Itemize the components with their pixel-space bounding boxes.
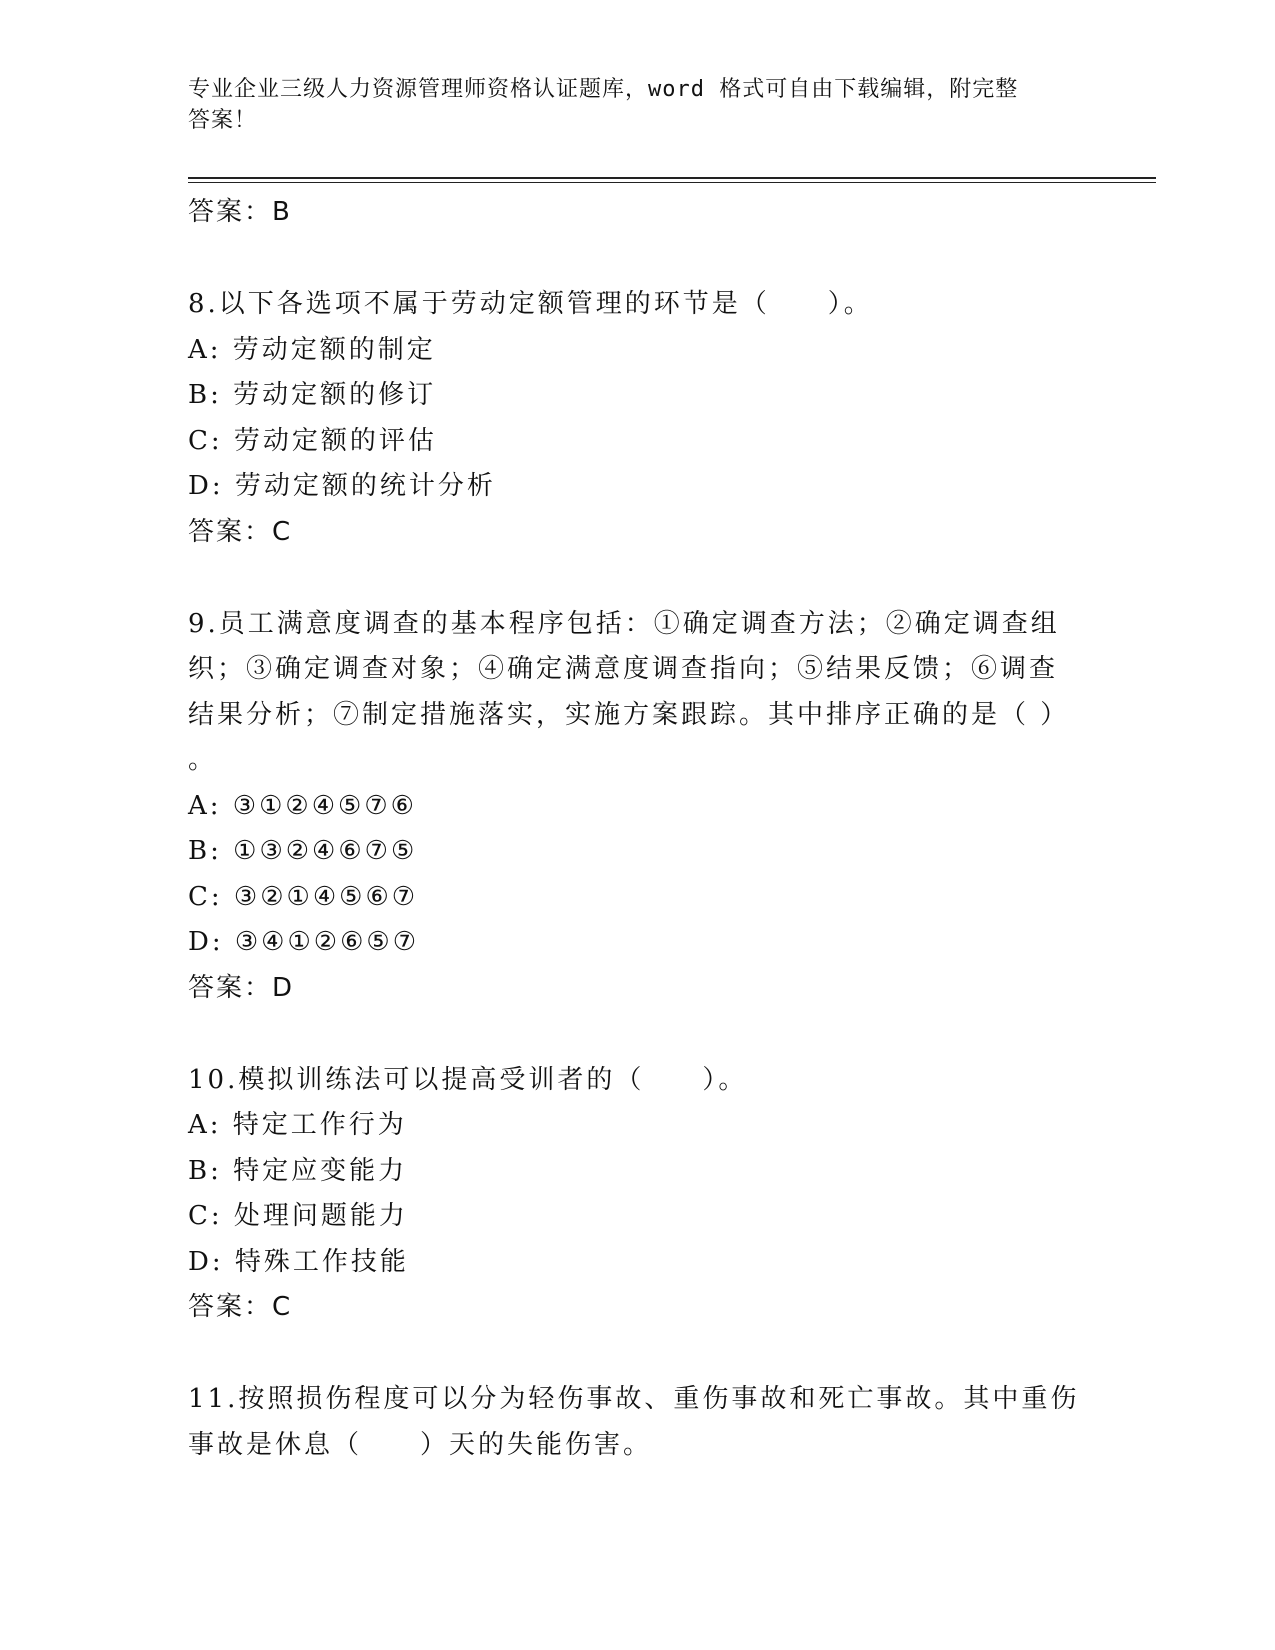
question-10-option-c: C: 处理问题能力 [188,1201,408,1231]
question-11-text-line-1: 11.按照损伤程度可以分为轻伤事故、重伤事故和死亡事故。其中重伤 [188,1384,1080,1414]
document-header [188,74,1068,136]
question-8-option-a: A: 劳动定额的制定 [188,334,436,365]
question-10 [188,1058,1088,1330]
answer-7: 答案：B [188,197,292,227]
question-8-option-d: D: 劳动定额的统计分析 [188,471,496,501]
question-8 [188,282,1088,554]
question-8-text: 8.以下各选项不属于劳动定额管理的环节是（ ）。 [188,289,873,319]
header-divider-thin [188,182,1156,183]
question-9-text-line-1: 9.员工满意度调查的基本程序包括：①确定调查方法；②确定调查组 [188,608,1060,639]
question-9-option-b: B: ①③②④⑥⑦⑤ [188,836,418,866]
question-9-option-d: D: ③④①②⑥⑤⑦ [188,927,420,957]
question-8-option-b: B: 劳动定额的修订 [188,380,437,410]
question-10-text: 10.模拟训练法可以提高受训者的（ ）。 [188,1064,748,1095]
question-9-text-line-3: 结果分析；⑦制定措施落实，实施方案跟踪。其中排序正确的是（ ） [188,699,1070,730]
question-9-option-c: C: ③②①④⑤⑥⑦ [188,881,419,912]
header-divider-thick [188,177,1156,179]
question-list [188,190,1088,1468]
answer-9: 答案：D [188,972,295,1003]
answer-8: 答案：C [188,516,293,547]
header-line-2: 答案！ [188,108,258,133]
header-line-1: 专业企业三级人力资源管理师资格认证题库，word 格式可自由下载编辑，附完整 [188,77,1019,102]
question-10-option-a: A: 特定工作行为 [188,1110,407,1140]
question-8-option-c: C: 劳动定额的评估 [188,425,437,456]
question-9-option-a: A: ③①②④⑤⑦⑥ [188,790,417,821]
question-9-text-line-2: 织；③确定调查对象；④确定满意度调查指向；⑤结果反馈；⑥调查 [188,654,1059,684]
question-11 [188,1377,1088,1468]
question-9-text-line-4: 。 [188,745,218,775]
question-10-option-b: B: 特定应变能力 [188,1155,408,1186]
answer-10: 答案：C [188,1292,293,1322]
question-10-option-d: D: 特殊工作技能 [188,1246,409,1277]
question-11-text-line-2: 事故是休息（ ）天的失能伤害。 [188,1429,653,1460]
question-9 [188,602,1088,1010]
